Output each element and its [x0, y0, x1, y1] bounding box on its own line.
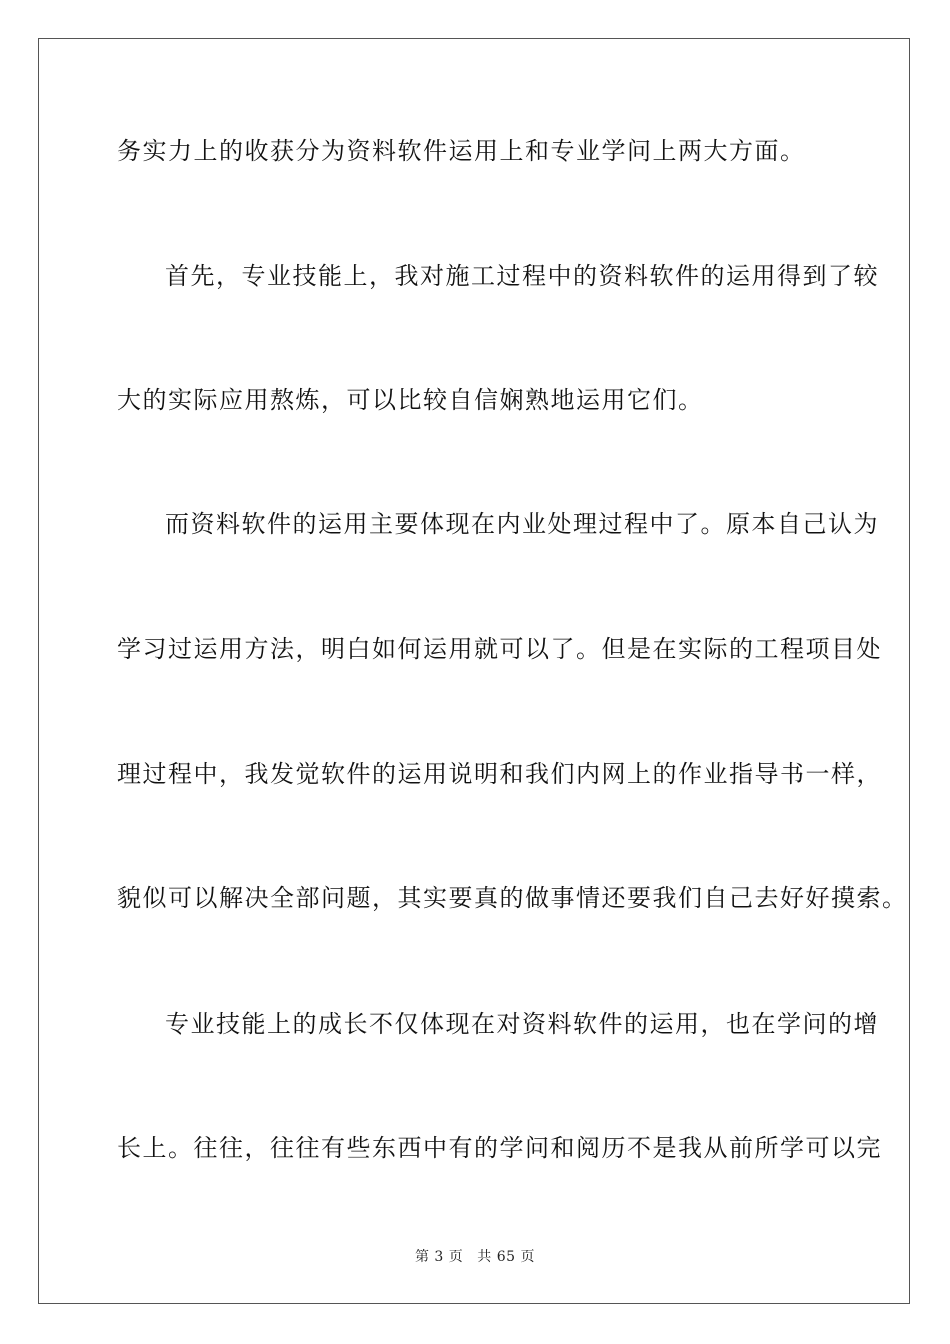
text-line: 长上。往往，往往有些东西中有的学问和阅历不是我从前所学可以完	[117, 1134, 882, 1162]
page-total: 共 65 页	[477, 1249, 536, 1265]
paragraph-first-line: 而资料软件的运用主要体现在内业处理过程中了。原本自己认为	[165, 510, 879, 538]
text-line: 貌似可以解决全部问题，其实要真的做事情还要我们自己去好好摸索。	[117, 884, 908, 912]
page-border	[38, 38, 910, 1304]
text-line: 理过程中，我发觉软件的运用说明和我们内网上的作业指导书一样，	[117, 760, 882, 788]
text-line: 务实力上的收获分为资料软件运用上和专业学问上两大方面。	[117, 137, 806, 165]
paragraph-first-line: 专业技能上的成长不仅体现在对资料软件的运用，也在学问的增	[165, 1010, 879, 1038]
page-footer	[0, 1248, 950, 1266]
paragraph-first-line: 首先，专业技能上，我对施工过程中的资料软件的运用得到了较	[165, 262, 879, 290]
page-number: 第 3 页	[414, 1249, 464, 1265]
text-line: 大的实际应用熬炼，可以比较自信娴熟地运用它们。	[117, 386, 704, 414]
text-line: 学习过运用方法，明白如何运用就可以了。但是在实际的工程项目处	[117, 635, 882, 663]
